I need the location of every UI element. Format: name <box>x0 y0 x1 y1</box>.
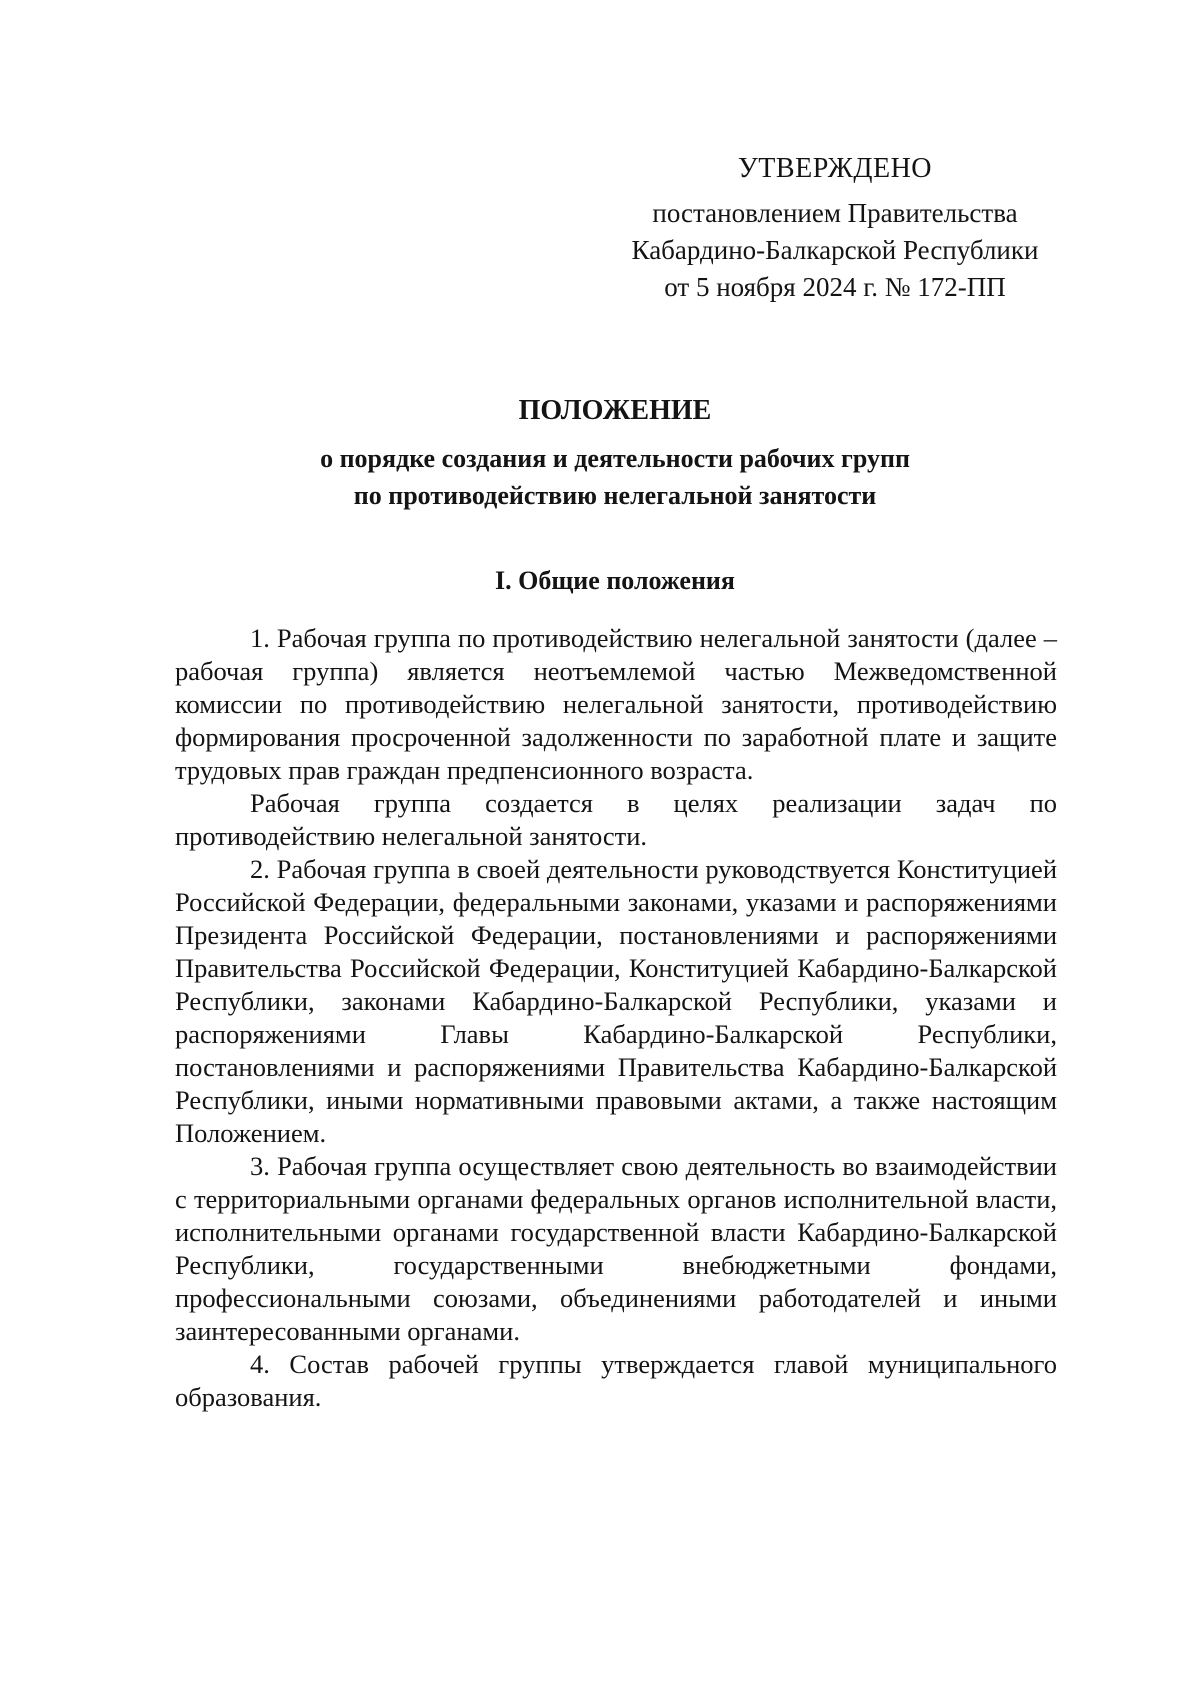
approval-line-3: от 5 ноября 2024 г. № 172-ПП <box>664 272 1006 302</box>
paragraph: 2. Рабочая группа в своей деятельности руководствуется Конституцией Российской Федерации, федеральными законами, указами и распоряжениями Президента Российской Федерации, постановлениями и распоряжениями Правительства Российской Федерации, Конституцией Кабардино-Балкарской Республики, законами Кабардино-Балкарской Республики, указами и распоряжениями Главы Кабардино-Балкарской Республики, постановлениями и распоряжениями Правительства Кабардино-Балкарской Республики, иными нормативными правовыми актами, а также настоящим Положением. <box>175 854 1057 1148</box>
paragraph: 4. Состав рабочей группы утверждается главой муниципального образования. <box>175 1349 1057 1412</box>
approval-line-1: постановлением Правительства <box>652 198 1018 228</box>
paragraph: 3. Рабочая группа осуществляет свою деятельность во взаимодействии с территориальными органами федеральных органов исполнительной власти, исполнительными органами государственной власти Кабардино-Балкарской Республики, государственными внебюджетными фондами, профессиональными союзами, объединениями работодателей и иными заинтересованными органами. <box>175 1151 1057 1346</box>
approval-stamp: УТВЕРЖДЕНО <box>737 153 933 184</box>
paragraph: Рабочая группа создается в целях реализации задач по противодействию нелегальной занятости. <box>175 788 1057 851</box>
approval-line-2: Кабардино-Балкарской Республики <box>631 235 1039 265</box>
section-heading: I. Общие положения <box>495 566 735 595</box>
paragraph: 1. Рабочая группа по противодействию нелегальной занятости (далее – рабочая группа) является неотъемлемой частью Межведомственной комиссии по противодействию нелегальной занятости, противодействию формирования просроченной задолженности по заработной плате и защите трудовых прав граждан предпенсионного возраста. <box>175 623 1057 785</box>
document-body <box>175 622 1057 1414</box>
subtitle-line-2: по противодействию нелегальной занятости <box>353 481 877 510</box>
approval-block <box>600 150 1070 306</box>
document-subtitle <box>175 440 1055 514</box>
subtitle-line-1: о порядке создания и деятельности рабочих групп <box>320 444 910 473</box>
document-title: ПОЛОЖЕНИЕ <box>518 395 712 426</box>
